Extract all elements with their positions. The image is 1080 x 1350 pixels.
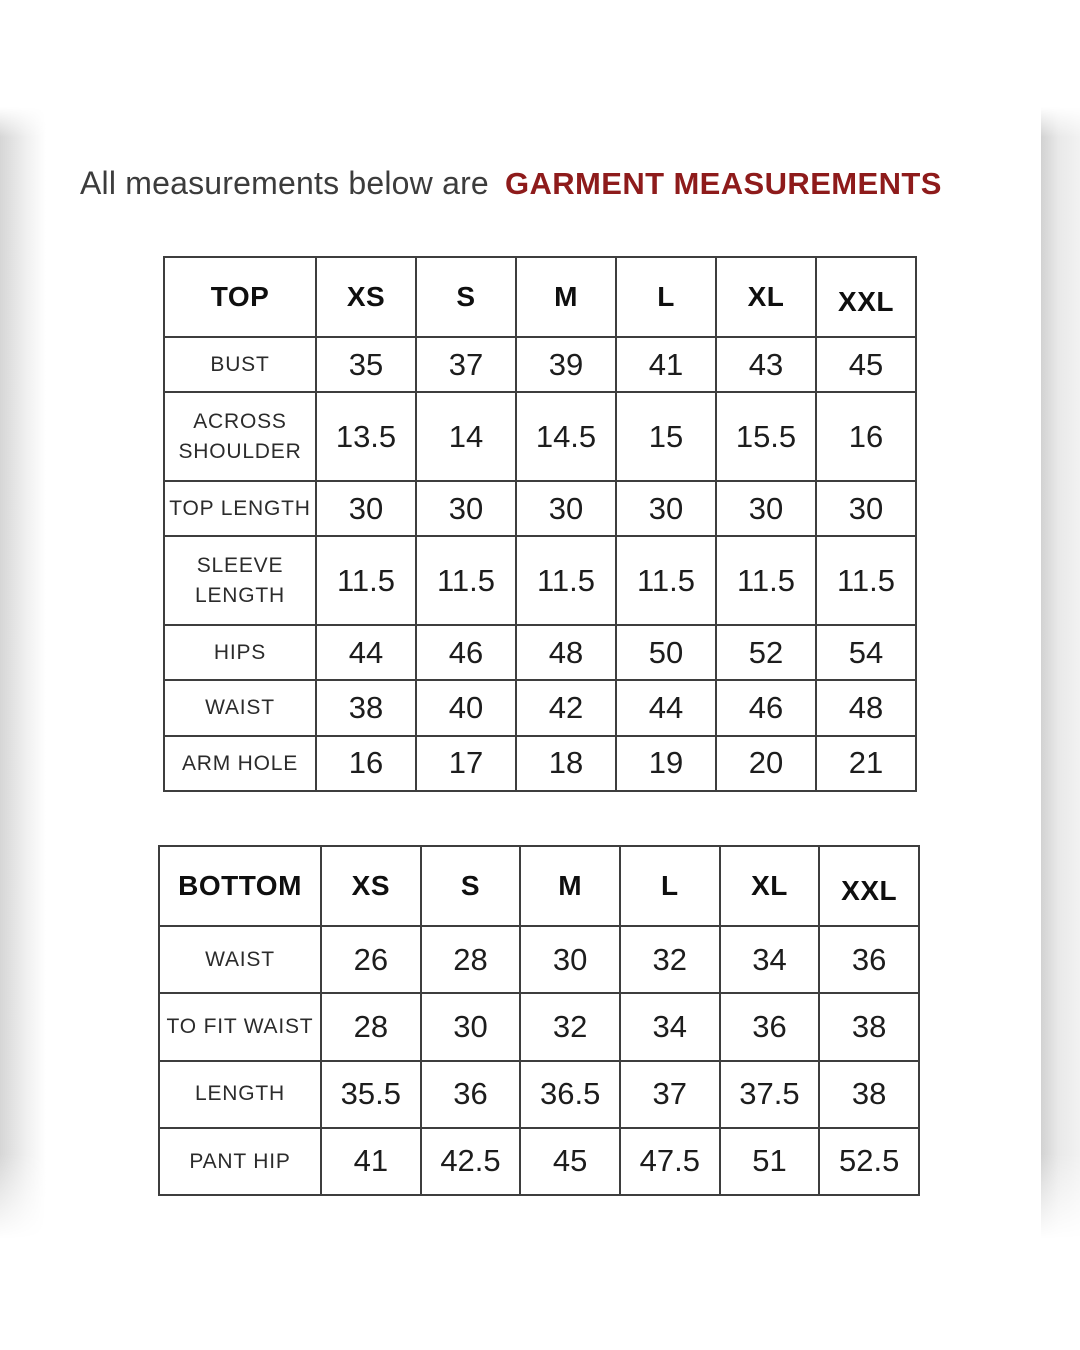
cell-value: 36 [421, 1061, 521, 1128]
cell-value: 32 [620, 926, 720, 993]
column-header-xxl: XXL [816, 257, 916, 337]
cell-value: 30 [421, 993, 521, 1060]
top-size-table [163, 256, 917, 792]
cell-value: 38 [819, 1061, 919, 1128]
cell-value: 19 [616, 736, 716, 791]
column-header-m: M [520, 846, 620, 926]
cell-value: 14 [416, 392, 516, 481]
table-row-arm-hole [164, 736, 916, 791]
cell-value: 30 [520, 926, 620, 993]
cell-value: 42.5 [421, 1128, 521, 1195]
cell-value: 42 [516, 680, 616, 735]
cell-value: 44 [616, 680, 716, 735]
column-header-s: S [421, 846, 521, 926]
row-label: ACROSS SHOULDER [164, 392, 316, 481]
column-header-s: S [416, 257, 516, 337]
table-row-top-length [164, 481, 916, 536]
table-row-length [159, 1061, 919, 1128]
row-label: SLEEVE LENGTH [164, 536, 316, 625]
cell-value: 28 [321, 993, 421, 1060]
row-label: TO FIT WAIST [159, 993, 321, 1060]
cell-value: 30 [516, 481, 616, 536]
cell-value: 45 [520, 1128, 620, 1195]
cell-value: 48 [816, 680, 916, 735]
bottom-header-row [159, 846, 919, 926]
cell-value: 47.5 [620, 1128, 720, 1195]
cell-value: 18 [516, 736, 616, 791]
row-label: TOP LENGTH [164, 481, 316, 536]
column-header-l: L [616, 257, 716, 337]
cell-value: 34 [620, 993, 720, 1060]
row-label: WAIST [164, 680, 316, 735]
page-title [80, 165, 942, 202]
cell-value: 11.5 [716, 536, 816, 625]
cell-value: 35.5 [321, 1061, 421, 1128]
cell-value: 28 [421, 926, 521, 993]
cell-value: 11.5 [316, 536, 416, 625]
cell-value: 41 [321, 1128, 421, 1195]
table-row-waist [164, 680, 916, 735]
column-header-m: M [516, 257, 616, 337]
column-header-top: TOP [164, 257, 316, 337]
table-row-sleeve-length [164, 536, 916, 625]
column-header-xxl: XXL [819, 846, 919, 926]
cell-value: 41 [616, 337, 716, 392]
row-label: BUST [164, 337, 316, 392]
cell-value: 38 [316, 680, 416, 735]
cell-value: 45 [816, 337, 916, 392]
cell-value: 36.5 [520, 1061, 620, 1128]
cell-value: 15.5 [716, 392, 816, 481]
cell-value: 26 [321, 926, 421, 993]
page-edge-shadow-right [1041, 107, 1080, 1239]
title-highlight: GARMENT MEASUREMENTS [504, 166, 942, 201]
cell-value: 16 [816, 392, 916, 481]
cell-value: 48 [516, 625, 616, 680]
row-label: ARM HOLE [164, 736, 316, 791]
column-header-bottom: BOTTOM [159, 846, 321, 926]
cell-value: 40 [416, 680, 516, 735]
top-header-row [164, 257, 916, 337]
cell-value: 30 [616, 481, 716, 536]
row-label: LENGTH [159, 1061, 321, 1128]
page-edge-shadow-left [0, 107, 46, 1239]
cell-value: 54 [816, 625, 916, 680]
row-label: WAIST [159, 926, 321, 993]
cell-value: 50 [616, 625, 716, 680]
cell-value: 21 [816, 736, 916, 791]
cell-value: 11.5 [416, 536, 516, 625]
cell-value: 30 [716, 481, 816, 536]
cell-value: 39 [516, 337, 616, 392]
cell-value: 30 [816, 481, 916, 536]
column-header-xs: XS [316, 257, 416, 337]
bottom-size-table [158, 845, 920, 1196]
cell-value: 44 [316, 625, 416, 680]
cell-value: 43 [716, 337, 816, 392]
cell-value: 37 [620, 1061, 720, 1128]
table-row-across-shoulder [164, 392, 916, 481]
cell-value: 14.5 [516, 392, 616, 481]
cell-value: 37.5 [720, 1061, 820, 1128]
column-header-xl: XL [716, 257, 816, 337]
cell-value: 20 [716, 736, 816, 791]
column-header-xs: XS [321, 846, 421, 926]
cell-value: 36 [720, 993, 820, 1060]
cell-value: 52 [716, 625, 816, 680]
cell-value: 11.5 [816, 536, 916, 625]
cell-value: 38 [819, 993, 919, 1060]
cell-value: 35 [316, 337, 416, 392]
cell-value: 11.5 [516, 536, 616, 625]
column-header-l: L [620, 846, 720, 926]
table-row-to-fit-waist [159, 993, 919, 1060]
table-row-hips [164, 625, 916, 680]
cell-value: 15 [616, 392, 716, 481]
row-label: PANT HIP [159, 1128, 321, 1195]
row-label: HIPS [164, 625, 316, 680]
cell-value: 17 [416, 736, 516, 791]
cell-value: 52.5 [819, 1128, 919, 1195]
cell-value: 11.5 [616, 536, 716, 625]
cell-value: 13.5 [316, 392, 416, 481]
cell-value: 30 [316, 481, 416, 536]
cell-value: 32 [520, 993, 620, 1060]
cell-value: 36 [819, 926, 919, 993]
cell-value: 46 [416, 625, 516, 680]
cell-value: 51 [720, 1128, 820, 1195]
cell-value: 46 [716, 680, 816, 735]
cell-value: 34 [720, 926, 820, 993]
column-header-xl: XL [720, 846, 820, 926]
table-row-bust [164, 337, 916, 392]
table-row-pant-hip [159, 1128, 919, 1195]
cell-value: 30 [416, 481, 516, 536]
table-row-waist [159, 926, 919, 993]
cell-value: 37 [416, 337, 516, 392]
title-prefix: All measurements below are [80, 165, 489, 201]
cell-value: 16 [316, 736, 416, 791]
